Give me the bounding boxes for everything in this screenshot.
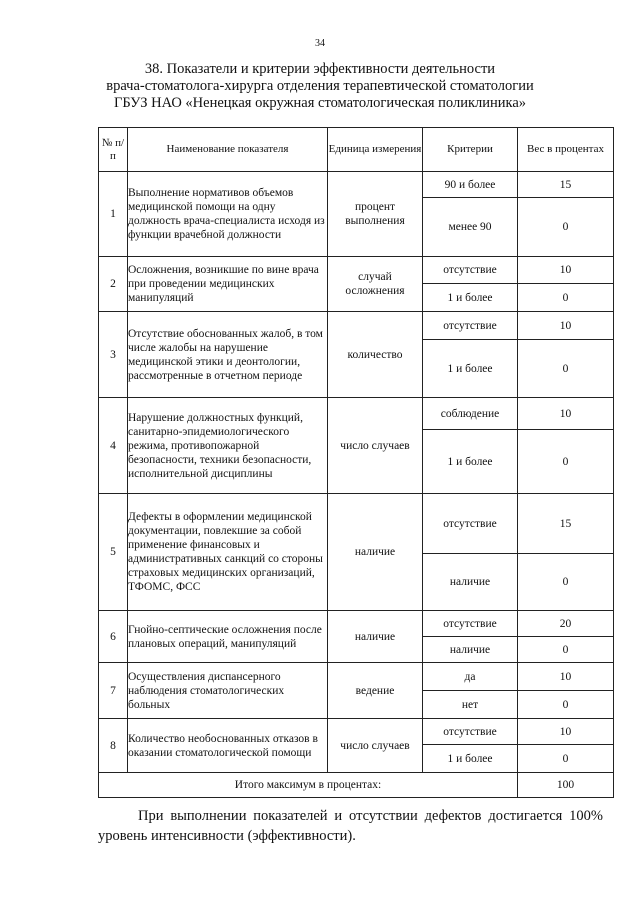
criterion: да (423, 663, 518, 691)
total-row (99, 773, 614, 798)
unit-of-measure: процент выполнения (328, 172, 423, 257)
header-unit: Единица измерения (328, 128, 423, 172)
criterion: наличие (423, 637, 518, 663)
criterion: отсутствие (423, 494, 518, 554)
unit-of-measure: наличие (328, 494, 423, 611)
title-line: 38. Показатели и критерии эффективности деятельности (144, 61, 496, 77)
indicator-name: Выполнение нормативов объемов медицинской помощи на одну должность врача-специалиста исходя из функции врачебной должности (128, 172, 328, 257)
unit-of-measure: количество (328, 312, 423, 398)
weight: 0 (518, 198, 614, 257)
criterion: отсутствие (423, 719, 518, 745)
table-row (99, 494, 614, 554)
indicator-name: Осложнения, возникшие по вине врача при проведении медицинских манипуляций (128, 257, 328, 312)
total-label: Итого максимум в процентах: (99, 773, 518, 798)
criterion: 1 и более (423, 340, 518, 398)
criterion: 1 и более (423, 284, 518, 312)
table-row (99, 663, 614, 691)
indicator-name: Отсутствие обоснованных жалоб, в том числе жалобы на нарушение медицинской этики и деонтологии, рассмотренные в отчетном периоде (128, 312, 328, 398)
row-number: 2 (99, 257, 128, 312)
indicator-name: Осуществления диспансерного наблюдения стоматологических больных (128, 663, 328, 719)
weight: 0 (518, 691, 614, 719)
weight: 0 (518, 745, 614, 773)
criterion: нет (423, 691, 518, 719)
table-row (99, 398, 614, 430)
table-row (99, 172, 614, 198)
table-row (99, 312, 614, 340)
indicator-name: Дефекты в оформлении медицинской документации, повлекшие за собой применение финансовых и административных санкций со стороны страховых медицинских организаций, ТФОМС, ФСС (128, 494, 328, 611)
weight: 10 (518, 312, 614, 340)
title-line: ГБУЗ НАО «Ненецкая окружная стоматологическая поликлиника» (113, 95, 527, 111)
indicator-name: Нарушение должностных функций, санитарно-эпидемиологического режима, противопожарной безопасности, техники безопасности, исполнительной дисциплины (128, 398, 328, 494)
footer-note: При выполнении показателей и отсутствии дефектов достигается 100% уровень интенсивности (эффективности). (98, 808, 603, 844)
unit-of-measure: число случаев (328, 398, 423, 494)
weight: 0 (518, 430, 614, 494)
row-number: 5 (99, 494, 128, 611)
unit-of-measure: число случаев (328, 719, 423, 773)
unit-of-measure: случай осложнения (328, 257, 423, 312)
header-num: № п/п (99, 128, 128, 172)
criterion: 1 и более (423, 745, 518, 773)
weight: 0 (518, 637, 614, 663)
page-number: 34 (315, 38, 325, 49)
criterion: отсутствие (423, 312, 518, 340)
weight: 15 (518, 172, 614, 198)
weight: 0 (518, 340, 614, 398)
row-number: 4 (99, 398, 128, 494)
criterion: отсутствие (423, 611, 518, 637)
weight: 0 (518, 284, 614, 312)
criterion: отсутствие (423, 257, 518, 284)
title-line: врача-стоматолога-хирурга отделения терапевтической стоматологии (106, 78, 534, 94)
weight: 0 (518, 554, 614, 611)
header-weight: Вес в процентах (518, 128, 614, 172)
row-number: 1 (99, 172, 128, 257)
criterion: наличие (423, 554, 518, 611)
header-criteria: Критерии (423, 128, 518, 172)
indicators-table (98, 127, 614, 798)
weight: 10 (518, 719, 614, 745)
unit-of-measure: ведение (328, 663, 423, 719)
table-row (99, 611, 614, 637)
row-number: 6 (99, 611, 128, 663)
row-number: 7 (99, 663, 128, 719)
document-title (60, 61, 580, 112)
criterion: менее 90 (423, 198, 518, 257)
indicator-name: Количество необоснованных отказов в оказании стоматологической помощи (128, 719, 328, 773)
weight: 10 (518, 398, 614, 430)
header-name: Наименование показателя (128, 128, 328, 172)
table-row (99, 257, 614, 284)
weight: 15 (518, 494, 614, 554)
unit-of-measure: наличие (328, 611, 423, 663)
indicator-name: Гнойно-септические осложнения после плановых операций, манипуляций (128, 611, 328, 663)
weight: 20 (518, 611, 614, 637)
criterion: 90 и более (423, 172, 518, 198)
criterion: 1 и более (423, 430, 518, 494)
row-number: 3 (99, 312, 128, 398)
weight: 10 (518, 663, 614, 691)
criterion: соблюдение (423, 398, 518, 430)
table-header-row (99, 128, 614, 172)
table-row (99, 719, 614, 745)
weight: 10 (518, 257, 614, 284)
row-number: 8 (99, 719, 128, 773)
total-value: 100 (518, 773, 614, 798)
